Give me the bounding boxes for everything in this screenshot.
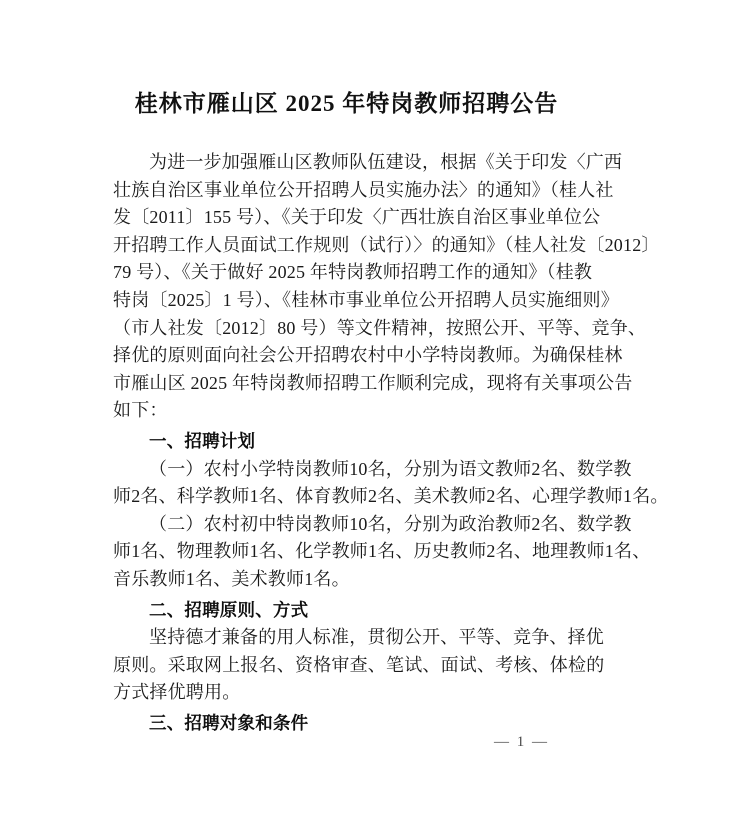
document-title: 桂林市雁山区 2025 年特岗教师招聘公告 [134,91,559,116]
paragraph-line: 特岗〔2025〕1 号）、《桂林市事业单位公开招聘人员实施细则》 [113,289,619,310]
section-heading-2: 二、招聘原则、方式 [149,599,309,620]
paragraph-line: 原则。采取网上报名、资格审查、笔试、面试、考核、体检的 [113,654,605,675]
paragraph-line: 发〔2011〕155 号）、《关于印发〈广西壮族自治区事业单位公 [113,207,601,228]
paragraph-line: （一）农村小学特岗教师10名，分别为语文教师2名、数学教 [149,458,632,479]
section-heading-3: 三、招聘对象和条件 [149,712,309,733]
paragraph-line: 市雁山区 2025 年特岗教师招聘工作顺利完成，现将有关事项公告 [113,372,633,393]
paragraph-line: （二）农村初中特岗教师10名，分别为政治教师2名、数学教 [149,513,632,534]
paragraph-line: 音乐教师1名、美术教师1名。 [113,568,350,589]
page-number: — 1 — [494,734,549,750]
paragraph-line: 择优的原则面向社会公开招聘农村中小学特岗教师。为确保桂林 [113,345,623,366]
paragraph-line: （市人社发〔2012〕80 号）等文件精神，按照公开、平等、竞争、 [113,317,647,338]
paragraph-line: 开招聘工作人员面试工作规则（试行）〉的通知》（桂人社发〔2012〕 [113,234,660,255]
paragraph-line: 如下： [113,400,168,421]
paragraph-line: 为进一步加强雁山区教师队伍建设，根据《关于印发〈广西 [149,152,623,172]
document-body [113,149,669,737]
paragraph-line: 师2名、科学教师1名、体育教师2名、美术教师2名、心理学教师1名。 [113,486,669,507]
paragraph-line: 壮族自治区事业单位公开招聘人员实施办法〉的通知》（桂人社 [113,179,614,200]
paragraph-line: 方式择优聘用。 [113,682,241,703]
paragraph-line: 79 号）、《关于做好 2025 年特岗教师招聘工作的通知》（桂教 [113,262,593,283]
paragraph-line: 师1名、物理教师1名、化学教师1名、历史教师2名、地理教师1名、 [113,541,651,562]
paragraph-line: 坚持德才兼备的用人标准，贯彻公开、平等、竞争、择优 [149,627,604,648]
section-heading-1: 一、招聘计划 [149,430,256,451]
